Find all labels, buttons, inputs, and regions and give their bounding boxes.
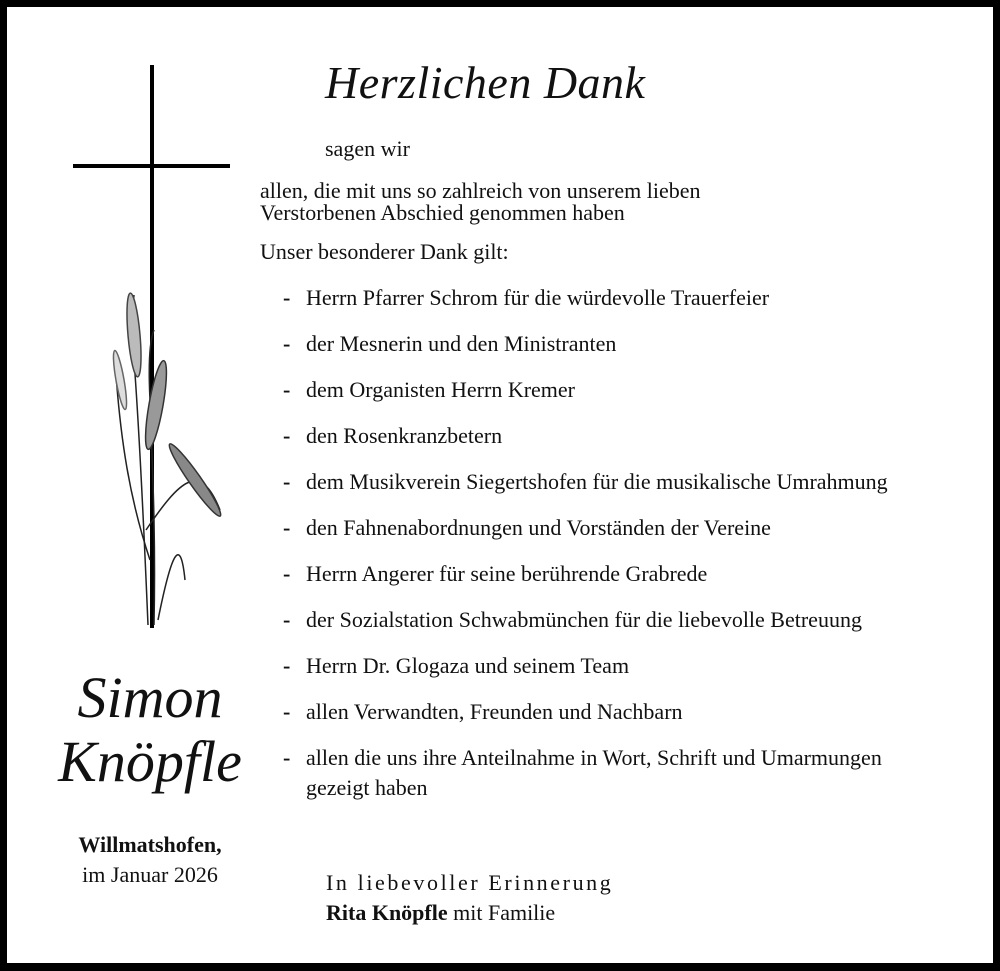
list-item (283, 329, 963, 359)
deceased-last-name: Knöpfle (58, 729, 242, 794)
list-item (283, 559, 963, 589)
list-item (283, 283, 963, 313)
list-item-text: der Sozialstation Schwabmünchen für die liebevolle Betreuung (306, 607, 862, 632)
dash: - (283, 515, 291, 540)
list-item (283, 421, 963, 451)
list-item-text: dem Musikverein Siegertshofen für die musikalische Umrahmung (306, 469, 888, 494)
list-item (283, 375, 963, 405)
date: im Januar 2026 (82, 862, 218, 887)
subheading: sagen wir (325, 136, 410, 161)
cross-icon (73, 65, 230, 628)
signer-suffix: mit Familie (447, 900, 556, 925)
dash: - (283, 377, 291, 402)
list-item-text: den Rosenkranzbetern (306, 423, 503, 448)
thanks-list (283, 283, 963, 819)
dash: - (283, 745, 291, 770)
closing-line: In liebevoller Erinnerung (326, 870, 614, 895)
list-item-text: den Fahnenabordnungen und Vorständen der Vereine (306, 515, 771, 540)
list-item-text: Herrn Angerer für seine berührende Grabrede (306, 561, 708, 586)
list-item (283, 697, 963, 727)
list-item (283, 605, 926, 635)
list-item (283, 467, 926, 497)
list-item-text: allen die uns ihre Anteilnahme in Wort, Schrift und Umarmungen gezeigt haben (306, 745, 882, 800)
dash: - (283, 607, 291, 632)
intro-text (260, 180, 900, 224)
special-thanks-heading: Unser besonderer Dank gilt: (260, 239, 509, 264)
signature-line (326, 898, 613, 928)
list-item-text: allen Verwandten, Freunden und Nachbarn (306, 699, 683, 724)
list-item-text: Herrn Pfarrer Schrom für die würdevolle Trauerfeier (306, 285, 770, 310)
closing (326, 868, 613, 928)
wheat-icon (111, 293, 225, 625)
place-date (0, 830, 300, 890)
list-item-text: der Mesnerin und den Ministranten (306, 331, 617, 356)
signer: Rita Knöpfle (326, 900, 448, 925)
dash: - (283, 331, 291, 356)
dash: - (283, 699, 291, 724)
dash: - (283, 469, 291, 494)
intro-line: Verstorbenen Abschied genommen haben (260, 200, 625, 225)
dash: - (283, 653, 291, 678)
list-item-text: Herrn Dr. Glogaza und seinem Team (306, 653, 630, 678)
deceased-first-name: Simon (77, 665, 223, 730)
dash: - (283, 423, 291, 448)
dash: - (283, 561, 291, 586)
heading: Herzlichen Dank (325, 57, 646, 108)
dash: - (283, 285, 291, 310)
list-item (283, 743, 926, 803)
place: Willmatshofen, (78, 832, 222, 857)
list-item (283, 651, 963, 681)
list-item (283, 513, 963, 543)
intro-line: allen, die mit uns so zahlreich von unserem lieben (260, 178, 701, 203)
list-item-text: dem Organisten Herrn Kremer (306, 377, 575, 402)
cross-with-wheat-icon (60, 60, 250, 640)
